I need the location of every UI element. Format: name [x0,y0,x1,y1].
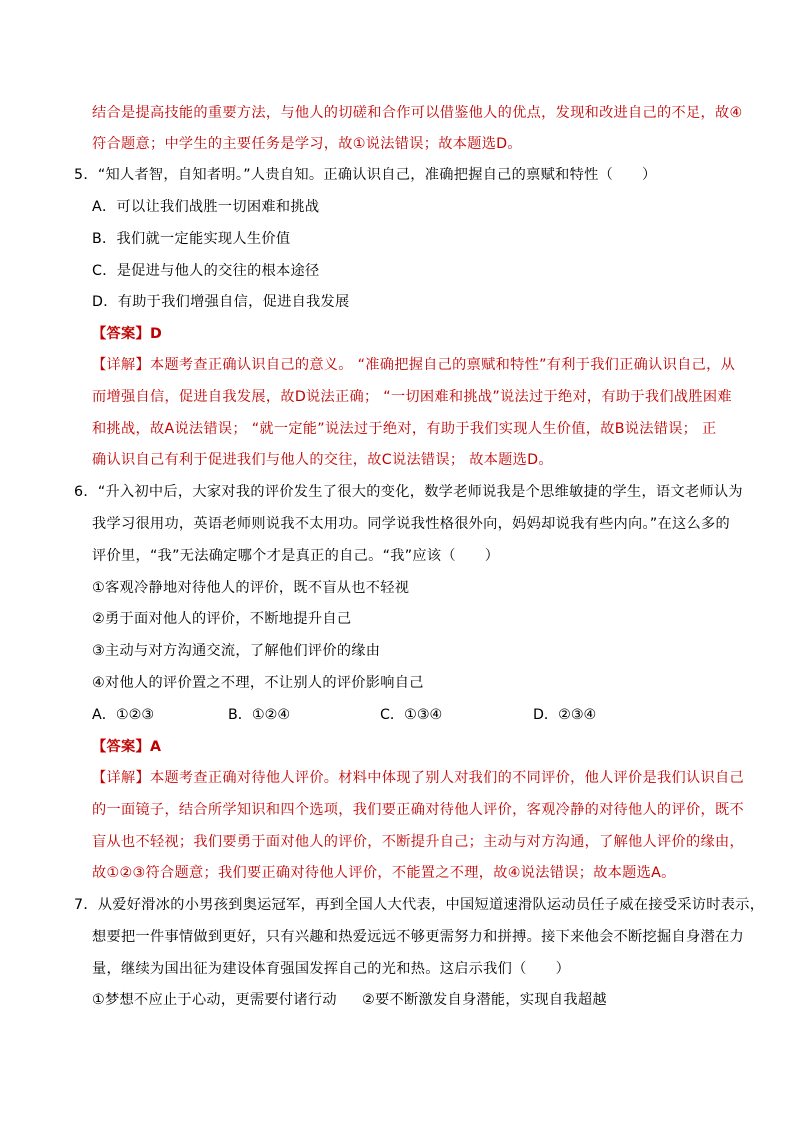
q5-option-a: A．可以让我们战胜一切困难和挑战 [92,199,320,215]
q5-analysis-line: 【详解】本题考查正确认识自己的意义。 “准确把握自己的禀赋和特性”有利于我们正确认识自己，从 [92,357,736,373]
q6-choice-c: C．①③④ [380,707,443,723]
q5-analysis-line: 确认识自己有利于促进我们与他人的交往，故C说法错误； 故本题选D。 [92,452,553,468]
q7-stem: 想要把一件事情做到更好，只有兴趣和热爱远远不够更需努力和拼搏。接下来他会不断挖掘自身潜在力 [92,929,744,945]
q5-analysis-line: 和挑战，故A说法错误； “就一定能”说法过于绝对，有助于我们实现人生价值，故B说法错误； 正 [92,421,717,437]
q6-choice-a: A．①②③ [92,707,155,723]
q6-analysis-line: 的一面镜子，结合所学知识和四个选项，我们要正确对待他人评价，客观冷静的对待他人的评价，既不 [92,802,744,818]
q5-answer: 【答案】D [92,326,163,342]
q6-analysis-line: 盲从也不轻视；我们要勇于面对他人的评价，不断提升自己；主动与对方沟通，了解他人评价的缘由， [92,834,744,850]
continuation-line-2: 符合题意；中学生的主要任务是学习，故①说法错误；故本题选D。 [92,136,522,152]
q6-analysis-line: 故①②③符合题意；我们要正确对待他人评价，不能置之不理，故④说法错误；故本题选A。 [92,865,676,881]
q7-statement-1: ①梦想不应止于心动，更需要付诸行动 [92,992,337,1008]
q6-answer: 【答案】A [92,739,162,755]
q6-choice-b: B．①②④ [228,707,291,723]
q6-choice-d: D．②③④ [533,707,597,723]
q7-stem: 量，继续为国出征为建设体育强国发挥自己的光和热。这启示我们（ ） [92,961,571,977]
q5-stem: 5．“知人者智，自知者明。”人贵自知。正确认识自己，准确把握自己的禀赋和特性（ ） [74,167,657,183]
q6-stem: 评价里，“我”无法确定哪个才是真正的自己。“我”应该（ ） [92,548,500,564]
q5-option-c: C．是促进与他人的交往的根本途径 [92,263,320,279]
q6-analysis-line: 【详解】本题考查正确对待他人评价。材料中体现了别人对我们的不同评价，他人评价是我们认识自己 [92,770,744,786]
q6-statement-1: ①客观冷静地对待他人的评价，既不盲从也不轻视 [92,580,410,596]
q7-stem: 7．从爱好滑冰的小男孩到奥运冠军，再到全国人大代表，中国短道速滑队运动员任子威在接受采访时表示， [74,897,765,913]
q6-statement-3: ③主动与对方沟通交流，了解他们评价的缘由 [92,643,381,659]
q6-statement-4: ④对他人的评价置之不理，不让别人的评价影响自己 [92,675,424,691]
q7-statement-2: ②要不断激发自身潜能，实现自我超越 [362,992,607,1008]
continuation-line-1: 结合是提高技能的重要方法，与他人的切磋和合作可以借鉴他人的优点，发现和改进自己的不足，故④ [92,105,743,121]
q6-stem: 我学习很用功，英语老师则说我不太用功。同学说我性格很外向，妈妈却说我有些内向。”在这么多的 [92,516,731,532]
q5-analysis-line: 而增强自信，促进自我发展，故D说法正确； “一切困难和挑战”说法过于绝对，有助于我们战胜困难 [92,389,732,405]
q6-statement-2: ②勇于面对他人的评价，不断地提升自己 [92,611,352,627]
q5-option-d: D．有助于我们增强自信，促进自我发展 [92,294,350,310]
q5-option-b: B．我们就一定能实现人生价值 [92,231,291,247]
q6-stem: 6．“升入初中后，大家对我的评价发生了很大的变化，数学老师说我是个思维敏捷的学生，语文老师认为 [74,484,743,500]
